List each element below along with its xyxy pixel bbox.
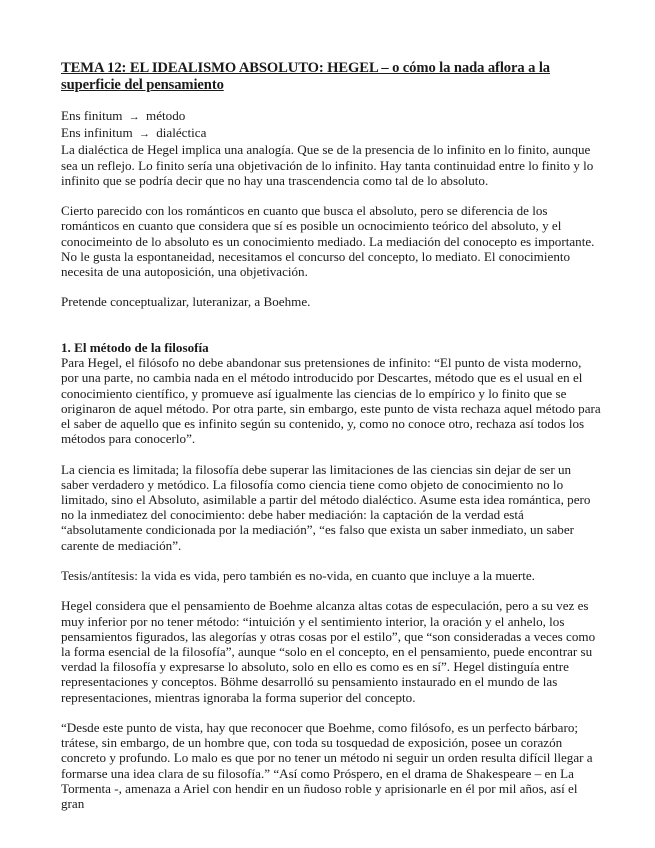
paragraph-gap [61,553,601,568]
document-page [61,60,601,811]
paragraph-gap [61,705,601,720]
line-left: Ens infinitum [61,125,133,141]
section-heading: 1. El método de la filosofía [61,339,209,355]
line-right: dialéctica [156,125,207,141]
line-left: Ens finitum [61,108,123,123]
line-right: método [146,108,186,123]
paragraph: La ciencia es limitada; la filosofía debe superar las limitaciones de las ciencias sin dejar de ser un saber verdadero y metódico. La filosofía como ciencia tiene como objeto de conocimiento no lo limitado, sino el Absoluto, asimilable a partir del método dialéctico. Asume esta idea romántica, pero no la inmediatez del conocimiento: debe haber mediación: la captación de la verdad está “absolutamente condicionada por la mediación”, “es falso que exista un saber inmediato, un saber carente de mediación”. [61,461,591,553]
arrow-right-icon: → [138,128,150,141]
line-ens-infinitum [61,125,601,142]
document-title: TEMA 12: EL IDEALISMO ABSOLUTO: HEGEL – o cómo la nada aflora a la superficie del pensamiento [61,60,550,93]
paragraph-gap [61,446,601,461]
paragraph: Hegel considera que el pensamiento de Boehme alcanza altas cotas de especulación, pero a su vez es muy inferior por no tener método: “intuición y el sentimiento interior, la oración y el anhelo, los pensamientos figurados, las alegorías y otras cosas por el estilo”, que “son consideradas a veces como la forma esencial de la filosofía”, aunque “solo en el concepto, en el pensamiento, puede encontrar su verdad la filosofía y expresarse lo absoluto, solo en ello es como es en sí”. Hegel distinguía entre representaciones y conceptos. Böhme desarrolló su pensamiento instaurado en el mundo de las representaciones, mientras ignoraba la forma superior del concepto. [61,598,596,705]
paragraph-gap [61,310,601,325]
paragraph: La dialéctica de Hegel implica una analogía. Que se de la presencia de lo infinito en lo finito, aunque sea un reflejo. Lo finito sería una objetivación de lo infinito. Hay tanta continuidad entre lo finito y lo infinito que se podría decir que no hay una trascendencia como tal de lo absoluto. [61,142,594,188]
line-ens-finitum [61,108,601,125]
paragraph-gap [61,325,601,340]
paragraph: “Desde este punto de vista, hay que reconocer que Boehme, como filósofo, es un perfecto bárbaro; trátese, sin embargo, de un hombre que, con toda su tosquedad de exposición, posee un corazón concreto y profundo. Lo malo es que por no tener un método ni seguir un orden resulta difícil llegar a formarse una idea clara de su filosofía.” “Así como Próspero, en el drama de Shakespeare – en La Tormenta -, amenaza a Ariel con hendir en un ñudoso roble y aprisionarle en él por mil años, así el gran [61,720,593,812]
paragraph-gap [61,279,601,294]
paragraph: Pretende conceptualizar, luteranizar, a Boehme. [61,294,311,310]
paragraph: Para Hegel, el filósofo no debe abandonar sus pretensiones de infinito: “El punto de vista moderno, por una parte, no cambia nada en el método introducido por Descartes, método que es el usual en el conocimiento científico, y promueve así igualmente las ciencias de lo empírico y lo finito que se originaron de aquel método. Por otra parte, sin embargo, este punto de vista rechaza aquel método para el saber de aquello que es infinito según su contenido, y, como no conoce otro, rechaza así todos los métodos para conocerlo”. [61,355,601,447]
arrow-right-icon: → [128,111,140,123]
paragraph: Tesis/antítesis: la vida es vida, pero también es no-vida, en cuanto que incluye a la muerte. [61,568,535,583]
paragraph-gap [61,583,601,598]
paragraph-gap [61,188,601,203]
paragraph: Cierto parecido con los románticos en cuanto que busca el absoluto, pero se diferencia de los románticos en cuanto que considera que sí es posible un ocnocimiento teórico del absoluto, y el conocimeinto de lo absoluto es un conocimiento mediado. La mediación del conocepto es importante. No le gusta la espontaneidad, necesitamos el concurso del concepto, lo mediato. El conocimiento necesita de una autoposición, una objetivación. [61,203,595,280]
